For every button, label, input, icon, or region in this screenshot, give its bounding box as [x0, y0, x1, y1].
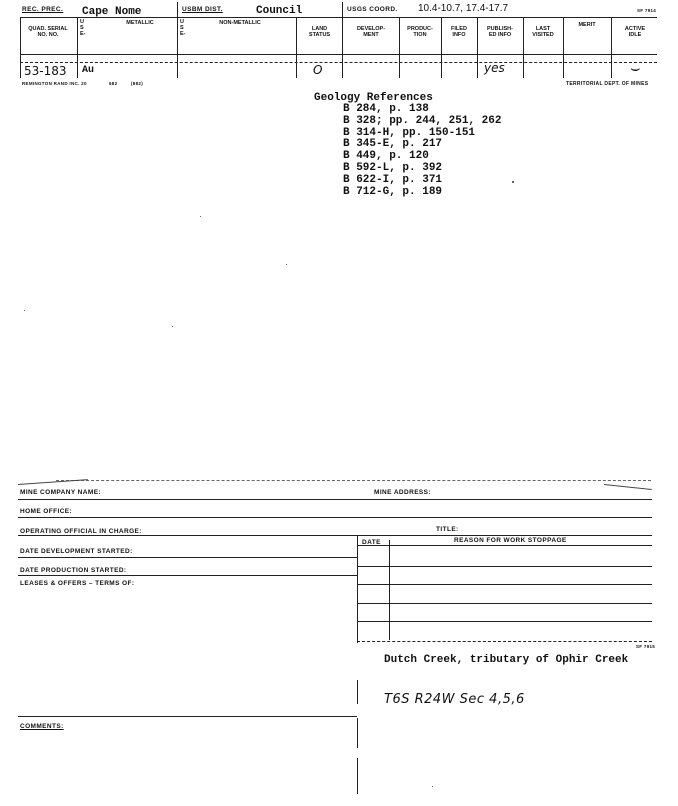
- geology-reference: B 592-L, p. 392: [343, 161, 443, 174]
- date-prod-started-label: DATE PRODUCTION STARTED:: [20, 567, 127, 574]
- footer-code-2: (882): [131, 81, 144, 86]
- rule-home-office: [18, 517, 652, 518]
- date-label: DATE: [362, 539, 381, 546]
- usgs-coord-value: 10.4-10.7, 17.4-17.7: [418, 3, 509, 14]
- divider-1: [20, 17, 21, 78]
- col-published-info: PUBLISH- ED INFO: [487, 26, 513, 38]
- geology-reference-list: [343, 104, 501, 198]
- scan-speck: [512, 181, 514, 183]
- scan-speck: [432, 786, 433, 787]
- stoppage-rule-4: [357, 621, 652, 622]
- legal-description: T6S R24W Sec 4,5,6: [384, 692, 525, 707]
- scan-speck: [24, 310, 25, 311]
- rec-prec-label: REC. PREC.: [22, 6, 64, 13]
- location-text: Dutch Creek, tributary of Ophir Creek: [384, 654, 629, 666]
- usbm-dist-label: USBM DIST.: [182, 6, 223, 13]
- footer-code-1: 682: [109, 81, 118, 86]
- lower-top-rule-3: [604, 484, 652, 490]
- col-development: DEVELOP- MENT: [356, 26, 386, 38]
- footer-right: TERRITORIAL DEPT. OF MINES: [566, 81, 649, 87]
- comments-label: COMMENTS:: [20, 723, 64, 730]
- col-production: PRODUC- TION: [407, 26, 433, 38]
- operating-official-label: OPERATING OFFICIAL IN CHARGE:: [20, 528, 142, 535]
- col-filed-info: FILED INFO: [451, 26, 467, 38]
- date-dev-started-label: DATE DEVELOPMENT STARTED:: [20, 548, 133, 555]
- rule-company: [18, 499, 652, 500]
- usgs-coord-label: USGS COORD.: [347, 6, 398, 13]
- stoppage-date-divider: [389, 540, 390, 640]
- col-active-idle: ACTIVE IDLE: [624, 26, 646, 38]
- header-top-rule: [20, 17, 657, 18]
- scan-speck: [200, 216, 201, 217]
- metallic-value: Au: [82, 65, 95, 76]
- comments-right-border-3: [357, 758, 358, 794]
- geology-reference: B 284, p. 138: [343, 103, 429, 115]
- land-status-value: O: [313, 63, 323, 77]
- form-number-top: SF 7914: [637, 8, 657, 13]
- divider-5: [342, 2, 343, 78]
- geology-reference: B 712-G, p. 189: [343, 185, 443, 198]
- home-office-label: HOME OFFICE:: [20, 508, 73, 515]
- mine-company-name-label: MINE COMPANY NAME:: [20, 489, 101, 496]
- form-number-bottom: SF 7915: [636, 644, 656, 649]
- header-mid-rule: [20, 54, 657, 55]
- scan-speck: [286, 264, 287, 265]
- title-label: TITLE:: [436, 526, 459, 533]
- rec-prec-value: Cape Nome: [82, 6, 142, 18]
- rule-prod-started: [18, 575, 357, 576]
- geology-reference: B 449, p. 120: [343, 150, 429, 163]
- mine-address-label: MINE ADDRESS:: [374, 489, 431, 496]
- stoppage-rule-5: [357, 641, 652, 642]
- leases-label: LEASES & OFFERS – TERMS OF:: [20, 580, 135, 587]
- geology-reference: B 314-H, pp. 150-151: [343, 126, 476, 139]
- comments-right-border-2: [357, 718, 358, 748]
- rule-date-header: [357, 545, 652, 546]
- lower-top-rule: [56, 480, 651, 481]
- footer-left: REMINGTON RAND INC. 20: [22, 81, 87, 86]
- stoppage-left-border: [357, 535, 358, 643]
- published-info-value: yes: [484, 61, 505, 75]
- reason-label: REASON FOR WORK STOPPAGE: [454, 537, 567, 544]
- col-last-visited: LAST VISITED: [532, 26, 554, 38]
- stoppage-rule-3: [357, 603, 652, 604]
- rule-official: [18, 535, 652, 536]
- stoppage-rule-2: [357, 584, 652, 585]
- geology-title: Geology References: [314, 92, 433, 104]
- active-idle-value: ⌣: [630, 58, 641, 77]
- geology-reference: B 328; pp. 244, 251, 262: [343, 114, 502, 127]
- col-land-status: LAND STATUS: [308, 26, 331, 38]
- geology-reference: B 345-E, p. 217: [343, 138, 443, 151]
- col-merit: MERIT: [578, 22, 596, 28]
- usbm-dist-value: Council: [256, 5, 303, 17]
- quad-serial-value: 53-183: [24, 64, 67, 78]
- divider-4: [296, 17, 297, 78]
- comments-right-border-1: [357, 680, 358, 704]
- scan-speck: [172, 326, 173, 327]
- col-non-metallic: NON-METALLIC: [219, 20, 261, 26]
- divider-2: [77, 17, 78, 78]
- divider-3: [177, 2, 178, 78]
- geology-reference: B 622-I, p. 371: [343, 173, 443, 186]
- col-quad-serial: QUAD. SERIAL NO. NO.: [28, 26, 68, 38]
- col-metallic: METALLIC: [126, 20, 154, 26]
- stoppage-rule-1: [357, 566, 652, 567]
- rule-dev-started: [18, 557, 357, 558]
- header-row-rule: [20, 62, 657, 63]
- rule-comments: [18, 716, 357, 717]
- col-use-2: U S E-: [180, 19, 186, 37]
- col-use-1: U S E-: [80, 19, 86, 37]
- lower-top-rule-2: [18, 479, 88, 485]
